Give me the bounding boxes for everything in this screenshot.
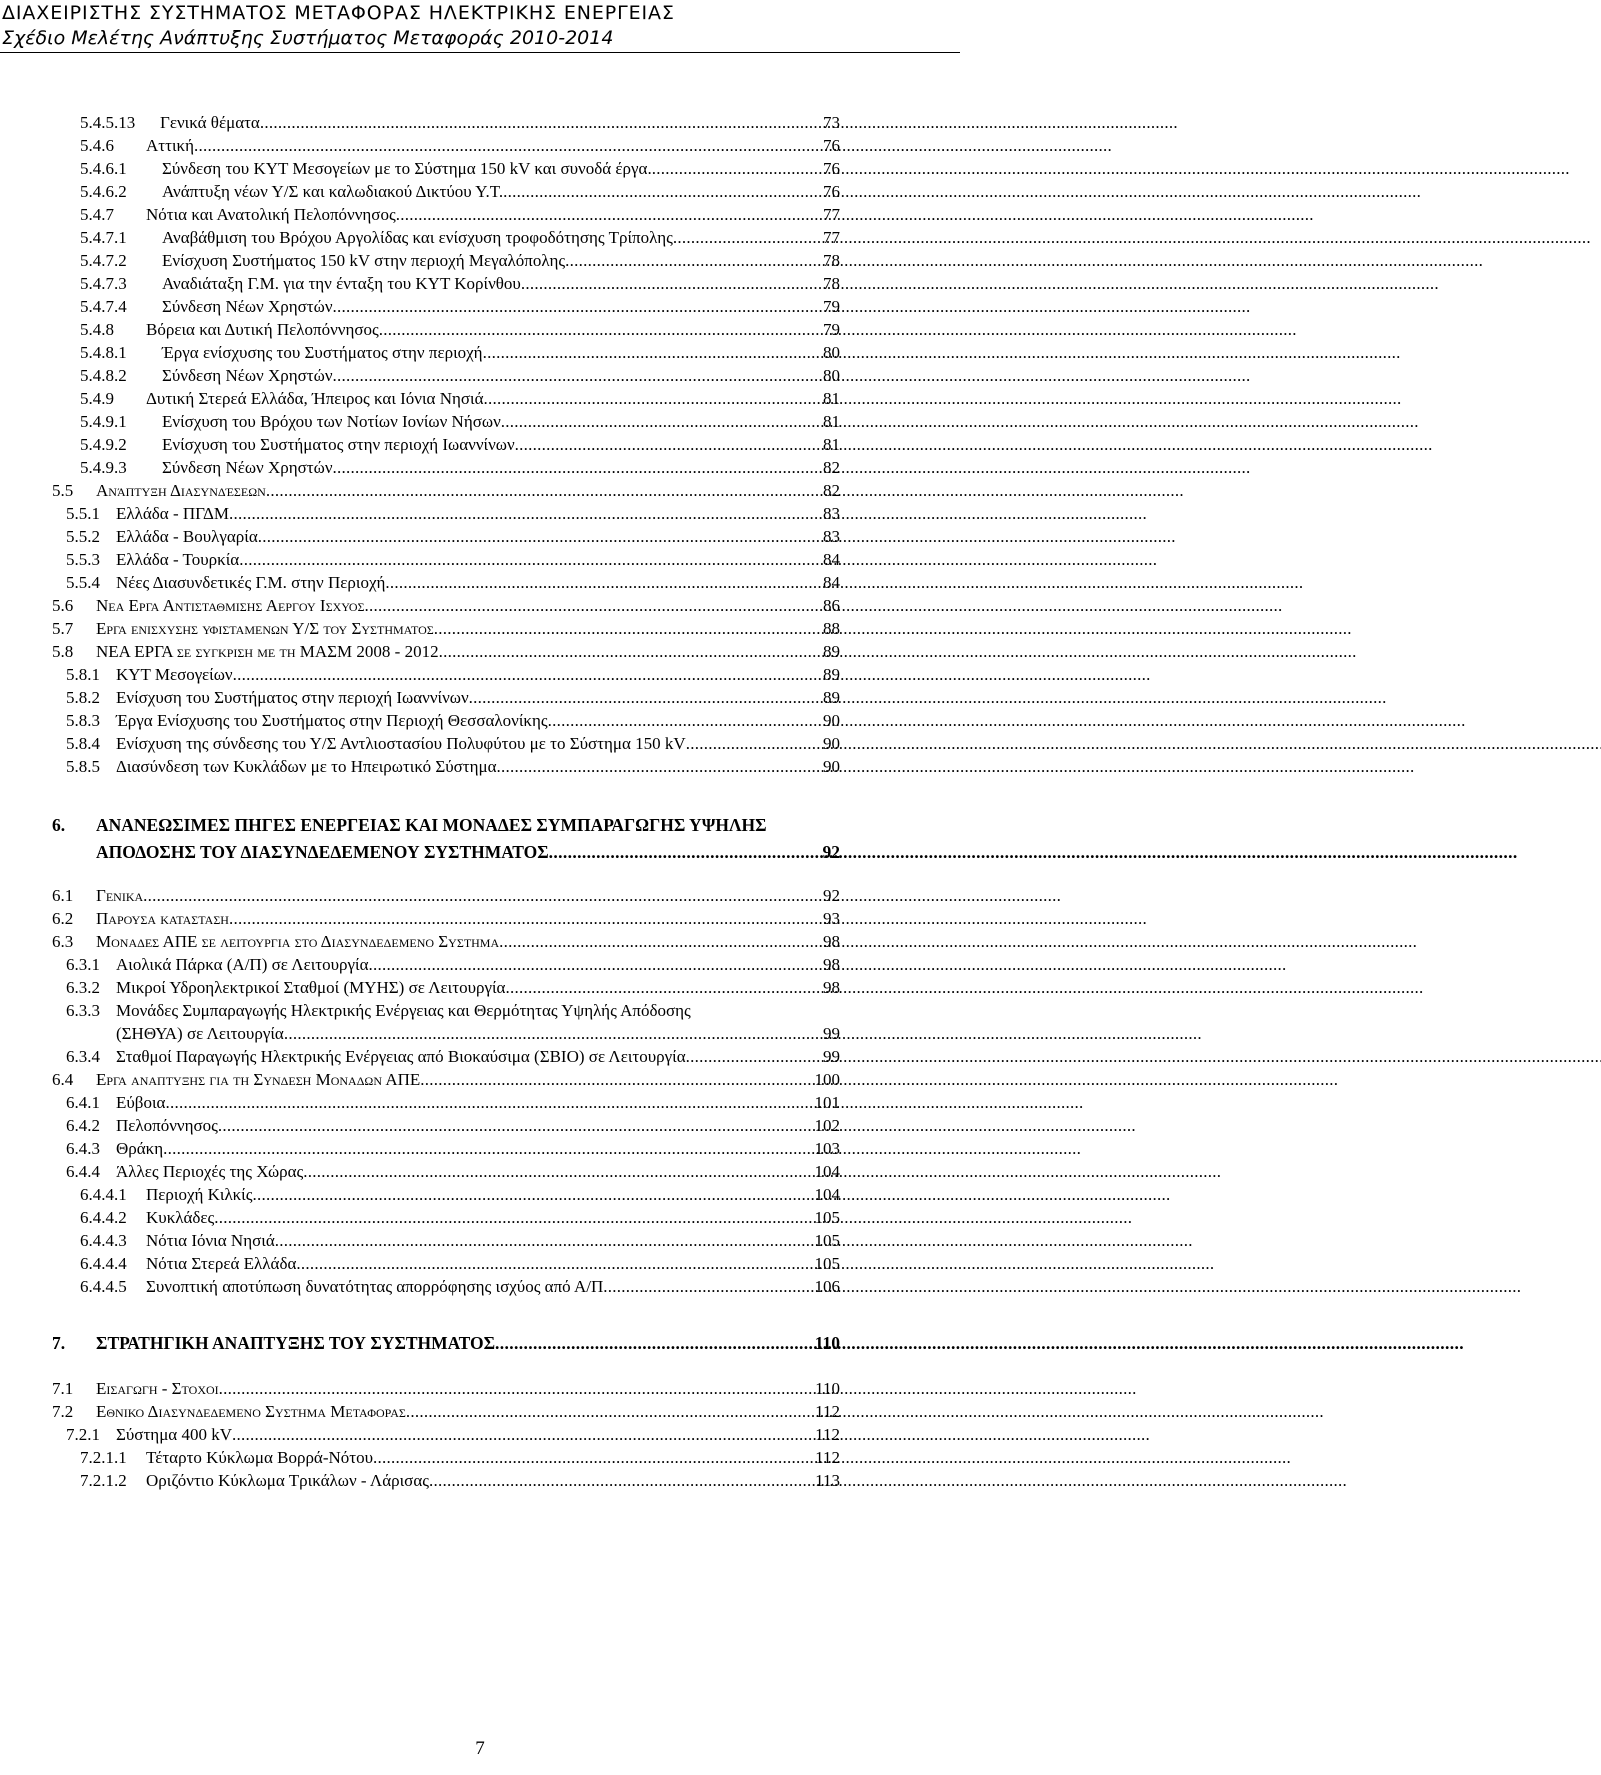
toc-entry-number: 5.8.3 — [66, 711, 100, 730]
toc-entry-page: 77 — [823, 228, 840, 247]
toc-entry-continuation[interactable] — [96, 841, 840, 863]
toc-entry-number: 7.2.1.1 — [80, 1448, 127, 1467]
toc-entry-title: Πελοπόννησος — [116, 1116, 218, 1135]
toc-entry-number: 5.6 — [52, 596, 74, 615]
toc-entry-title: Αιολικά Πάρκα (Α/Π) σε Λειτουργία — [116, 955, 369, 974]
toc-entry-title: ΣΤΡΑΤΗΓΙΚΗ ΑΝΑΠΤΥΞΗΣ ΤΟΥ ΣΥΣΤΗΜΑΤΟΣ — [96, 1333, 496, 1353]
toc-entry-page: 84 — [823, 573, 840, 592]
toc-entry-title: Ελλάδα - Τουρκία — [116, 550, 240, 569]
toc-entry-page: 90 — [823, 757, 840, 776]
toc-entry-number: 7.2.1 — [66, 1425, 100, 1444]
toc-entry-page: 89 — [823, 665, 840, 684]
toc-entry-number: 7.2 — [52, 1402, 74, 1421]
toc-entry[interactable] — [66, 549, 840, 571]
toc-entry[interactable] — [80, 1470, 840, 1492]
toc-entry[interactable] — [66, 733, 840, 755]
toc-entry-page: 90 — [823, 734, 840, 753]
toc-entry-page: 89 — [823, 688, 840, 707]
toc-entry-number: 6.3 — [52, 932, 74, 951]
dot-leader — [686, 1046, 823, 1068]
toc-entry-page: 93 — [823, 909, 840, 928]
toc-entry-page: 79 — [823, 297, 840, 316]
toc-entry-number: 6.4.4.2 — [80, 1208, 127, 1227]
toc-entry-number: 6.4.3 — [66, 1139, 100, 1158]
toc-entry-title: Ανάπτυξη Διασυνδέσεων — [96, 481, 266, 500]
dot-leader — [163, 1138, 814, 1160]
toc-entry[interactable] — [80, 1207, 840, 1229]
toc-entry-number: 5.4.5.13 — [80, 113, 136, 132]
toc-entry-number: 5.4.9 — [80, 389, 114, 408]
dot-leader — [194, 135, 823, 157]
header-document-title: Σχέδιο Μελέτης Ανάπτυξης Συστήματος Μεταφοράς 2010-2014 — [2, 27, 614, 49]
toc-entry-title: ΚΥΤ Μεσογείων — [116, 665, 233, 684]
toc-entry-title: Ελλάδα - ΠΓΔΜ — [116, 504, 229, 523]
toc-entry[interactable] — [80, 112, 840, 134]
toc-entry-title: Έργα ενίσχυσης του Συστήματος στην περιοχή — [162, 343, 483, 362]
toc-entry[interactable] — [52, 1401, 840, 1423]
toc-entry-title: Νότια και Ανατολική Πελοπόννησος — [146, 205, 396, 224]
toc-entry-page: 79 — [823, 320, 840, 339]
dot-leader — [219, 1378, 815, 1400]
toc-entry[interactable] — [80, 181, 840, 203]
toc-entry-number: 5.4.8 — [80, 320, 114, 339]
toc-entry-page: 83 — [823, 504, 840, 523]
toc-entry-page: 104 — [814, 1185, 840, 1204]
toc-entry-number: 5.5 — [52, 481, 74, 500]
toc-entry[interactable] — [66, 1000, 840, 1022]
toc-entry[interactable] — [80, 342, 840, 364]
dot-leader — [483, 342, 823, 364]
dot-leader — [503, 181, 823, 203]
toc-entry-page: 76 — [823, 182, 840, 201]
dot-leader — [515, 434, 823, 456]
dot-leader — [505, 977, 823, 999]
toc-entry[interactable] — [80, 227, 840, 249]
toc-entry-title: ΑΝΑΝΕΩΣΙΜΕΣ ΠΗΓΕΣ ΕΝΕΡΓΕΙΑΣ ΚΑΙ ΜΟΝΑΔΕΣ ΣΥΜΠΑΡΑΓΩΓΗΣ ΥΨΗΛΗΣ — [96, 815, 767, 835]
toc-entry-title: Ενίσχυση του Βρόχου των Νοτίων Ιονίων Νήσων — [162, 412, 501, 431]
toc-entry-title: Τέταρτο Κύκλωμα Βορρά-Νότου — [146, 1448, 374, 1467]
toc-entry-title: Ελλάδα - Βουλγαρία — [116, 527, 258, 546]
toc-entry[interactable] — [80, 204, 840, 226]
toc-entry-page: 98 — [823, 932, 840, 951]
toc-entry-page: 90 — [823, 711, 840, 730]
toc-entry[interactable] — [66, 526, 840, 548]
toc-entry-number: 5.4.9.2 — [80, 435, 127, 454]
toc-entry-title: Νότια Στερεά Ελλάδα — [146, 1254, 297, 1273]
toc-entry-page: 77 — [823, 205, 840, 224]
toc-entry-number: 6.2 — [52, 909, 74, 928]
toc-entry[interactable] — [66, 687, 840, 709]
toc-entry-number: 5.8.4 — [66, 734, 100, 753]
toc-entry-number: 5.4.8.1 — [80, 343, 127, 362]
toc-entry-number: 6.4.4.4 — [80, 1254, 127, 1273]
dot-leader — [497, 756, 823, 778]
toc-entry-title: Μοναδες ΑΠΕ σε λειτουργια στο Διασυνδεδεμενο Συστημα — [96, 932, 500, 951]
dot-leader — [284, 1023, 823, 1045]
toc-entry-title: Περιοχή Κιλκίς — [146, 1185, 253, 1204]
toc-entry[interactable] — [80, 365, 840, 387]
dot-leader — [603, 1276, 814, 1298]
toc-entry-page: 86 — [823, 596, 840, 615]
toc-entry-number: 6.4 — [52, 1070, 74, 1089]
toc-entry-number: 6.3.1 — [66, 955, 100, 974]
dot-leader — [333, 365, 823, 387]
toc-entry[interactable] — [80, 319, 840, 341]
dot-leader — [439, 641, 823, 663]
header-organization: ΔΙΑΧΕΙΡΙΣΤΗΣ ΣΥΣΤΗΜΑΤΟΣ ΜΕΤΑΦΟΡΑΣ ΗΛΕΚΤΡΙΚΗΣ ΕΝΕΡΓΕΙΑΣ — [2, 2, 675, 24]
dot-leader — [396, 204, 823, 226]
toc-entry[interactable] — [66, 1424, 840, 1446]
toc-entry-title: Αττική — [146, 136, 194, 155]
toc-entry-title: Γενικα — [96, 886, 144, 905]
toc-entry-page: 82 — [823, 481, 840, 500]
toc-entry-title: Κυκλάδες — [146, 1208, 215, 1227]
toc-entry-page: 73 — [823, 113, 840, 132]
toc-entry[interactable] — [66, 1138, 840, 1160]
toc-entry-number: 5.8.5 — [66, 757, 100, 776]
toc-entry-title: Σταθμοί Παραγωγής Ηλεκτρικής Ενέργειας από Βιοκαύσιμα (ΣΒΙΟ) σε Λειτουργία — [116, 1047, 686, 1066]
toc-entry-title: Ανάπτυξη νέων Υ/Σ και καλωδιακού Δικτύου Υ.Τ. — [162, 182, 504, 201]
toc-entry-number: 5.4.7.3 — [80, 274, 127, 293]
toc-entry-page: 89 — [823, 642, 840, 661]
toc-entry-page: 112 — [815, 1448, 840, 1467]
dot-leader — [379, 319, 823, 341]
toc-entry-title: Εργα ενισχυσης υφισταμενων Υ/Σ του Συστηματος — [96, 619, 434, 638]
dot-leader — [652, 158, 823, 180]
toc-entry-number: 5.4.6.2 — [80, 182, 127, 201]
toc-entry-number: 5.8.1 — [66, 665, 100, 684]
toc-entry[interactable] — [52, 595, 840, 617]
toc-entry[interactable] — [80, 1253, 840, 1275]
dot-leader — [232, 1424, 815, 1446]
toc-entry-page: 112 — [815, 1425, 840, 1444]
toc-entry[interactable] — [66, 503, 840, 525]
toc-entry-title-continued: (ΣΗΘΥΑ) σε Λειτουργία — [116, 1024, 284, 1043]
toc-entry-title: Σύνδεση του ΚΥΤ Μεσογείων με το Σύστημα 150 kV και συνοδά έργα. — [162, 159, 652, 178]
dot-leader — [429, 1470, 815, 1492]
toc-entry[interactable] — [80, 457, 840, 479]
toc-entry-number: 5.4.9.3 — [80, 458, 127, 477]
toc-entry-page: 92 — [822, 842, 840, 862]
dot-leader — [385, 572, 823, 594]
dot-leader — [258, 526, 823, 548]
toc-entry-page: 113 — [815, 1471, 840, 1490]
toc-entry-number: 5.4.7.1 — [80, 228, 127, 247]
dot-leader — [369, 954, 823, 976]
toc-entry-number: 5.5.1 — [66, 504, 100, 523]
toc-entry-page: 78 — [823, 274, 840, 293]
dot-leader — [521, 273, 823, 295]
toc-entry-page: 88 — [823, 619, 840, 638]
toc-entry-title: Σύνδεση Νέων Χρηστών — [162, 366, 333, 385]
toc-entry-number: 6.4.1 — [66, 1093, 100, 1112]
dot-leader — [333, 296, 823, 318]
toc-entry[interactable] — [66, 1046, 840, 1068]
dot-leader — [296, 1253, 814, 1275]
dot-leader — [214, 1207, 814, 1229]
dot-leader — [303, 1161, 814, 1183]
toc-entry[interactable] — [66, 664, 840, 686]
toc-entry[interactable] — [52, 814, 840, 836]
toc-entry-number: 5.4.8.2 — [80, 366, 127, 385]
toc-entry-title: Αναβάθμιση του Βρόχου Αργολίδας και ενίσχυση τροφοδότησης Τρίπολης — [162, 228, 673, 247]
dot-leader — [406, 1401, 815, 1423]
toc-entry[interactable] — [66, 710, 840, 732]
toc-entry[interactable] — [52, 1378, 840, 1400]
dot-leader — [549, 841, 823, 863]
toc-entry-title: Εύβοια — [116, 1093, 166, 1112]
toc-entry[interactable] — [80, 1447, 840, 1469]
dot-leader — [565, 250, 823, 272]
toc-entry-number: 6.1 — [52, 886, 74, 905]
toc-entry-title: Εργα αναπτυξης για τη Συνδεση Μοναδων ΑΠΕ — [96, 1070, 421, 1089]
dot-leader — [260, 112, 823, 134]
toc-entry-title: Σύνδεση Νέων Χρηστών — [162, 297, 333, 316]
toc-entry-title: Έργα Ενίσχυσης του Συστήματος στην Περιοχή Θεσσαλονίκης — [116, 711, 548, 730]
toc-entry-title: Νέες Διασυνδετικές Γ.Μ. στην Περιοχή — [116, 573, 386, 592]
toc-entry[interactable] — [52, 1332, 840, 1354]
toc-entry-page: 105 — [814, 1254, 840, 1273]
toc-entry-title: Παρουσα καταστασh — [96, 909, 229, 928]
toc-entry[interactable] — [80, 135, 840, 157]
toc-entry-page: 105 — [814, 1231, 840, 1250]
dot-leader — [548, 710, 823, 732]
toc-entry-title: Γενικά θέματα — [160, 113, 260, 132]
toc-entry[interactable] — [80, 434, 840, 456]
toc-entry[interactable] — [80, 1276, 840, 1298]
toc-entry-number: 6.4.2 — [66, 1116, 100, 1135]
toc-entry-page: 78 — [823, 251, 840, 270]
dot-leader — [229, 503, 823, 525]
toc-entry[interactable] — [66, 572, 840, 594]
toc-entry-title: Ενίσχυση Συστήματος 150 kV στην περιοχή Μεγαλόπολης — [162, 251, 566, 270]
toc-entry-page: 110 — [814, 1333, 840, 1353]
toc-entry[interactable] — [80, 411, 840, 433]
toc-entry-number: 6. — [52, 815, 66, 835]
toc-entry-title: Διασύνδεση των Κυκλάδων με το Ηπειρωτικό Σύστημα — [116, 757, 497, 776]
toc-entry-page: 99 — [823, 1024, 840, 1043]
toc-entry-page: 81 — [823, 389, 840, 408]
dot-leader — [364, 595, 823, 617]
toc-entry[interactable] — [80, 388, 840, 410]
toc-entry[interactable] — [52, 641, 840, 663]
toc-entry-page: 76 — [823, 159, 840, 178]
toc-entry-number: 5.4.6 — [80, 136, 114, 155]
toc-entry-number: 5.5.3 — [66, 550, 100, 569]
toc-entry[interactable] — [66, 756, 840, 778]
toc-entry[interactable] — [80, 158, 840, 180]
toc-entry-number: 5.4.7 — [80, 205, 114, 224]
toc-entry-number: 5.5.4 — [66, 573, 100, 592]
toc-entry[interactable] — [80, 273, 840, 295]
toc-entry-title: Σύνδεση Νέων Χρηστών — [162, 458, 333, 477]
toc-entry-page: 98 — [823, 978, 840, 997]
toc-entry-title: Ενίσχυση του Συστήματος στην περιοχή Ιωαννίνων — [162, 435, 515, 454]
toc-entry-number: 5.4.6.1 — [80, 159, 127, 178]
dot-leader — [484, 388, 823, 410]
toc-entry-title: Μονάδες Συμπαραγωγής Ηλεκτρικής Ενέργειας και Θερμότητας Υψηλής Απόδοσης — [116, 1001, 691, 1020]
toc-entry[interactable] — [66, 954, 840, 976]
toc-entry-title: Νότια Ιόνια Νησιά — [146, 1231, 275, 1250]
toc-entry-title: Άλλες Περιοχές της Χώρας — [116, 1162, 304, 1181]
dot-leader — [229, 908, 823, 930]
toc-entry-page: 100 — [814, 1070, 840, 1089]
toc-entry-number: 6.4.4.5 — [80, 1277, 127, 1296]
toc-entry-page: 102 — [814, 1116, 840, 1135]
toc-entry-page: 81 — [823, 412, 840, 431]
toc-entry-number: 5.4.7.2 — [80, 251, 127, 270]
toc-entry[interactable] — [66, 977, 840, 999]
toc-entry[interactable] — [80, 296, 840, 318]
toc-entry-number: 7.2.1.2 — [80, 1471, 127, 1490]
dot-leader — [501, 411, 823, 433]
toc-entry-page: 112 — [815, 1402, 840, 1421]
toc-entry[interactable] — [52, 480, 840, 502]
toc-entry-title: Οριζόντιο Κύκλωμα Τρικάλων - Λάρισας — [146, 1471, 429, 1490]
toc-entry[interactable] — [66, 1161, 840, 1183]
toc-entry-page: 103 — [814, 1139, 840, 1158]
dot-leader — [673, 227, 823, 249]
toc-entry[interactable] — [80, 1230, 840, 1252]
toc-entry-title: Αναδιάταξη Γ.Μ. για την ένταξη του ΚΥΤ Κορίνθου — [162, 274, 521, 293]
dot-leader — [252, 1184, 814, 1206]
toc-entry[interactable] — [52, 618, 840, 640]
toc-entry-title: Δυτική Στερεά Ελλάδα, Ήπειρος και Ιόνια Νησιά — [146, 389, 484, 408]
toc-entry-page: 84 — [823, 550, 840, 569]
dot-leader — [143, 885, 823, 907]
toc-entry-title: Εθνικο Διασυνδεδεμενο Συστημα Μεταφορας — [96, 1402, 406, 1421]
dot-leader — [233, 664, 823, 686]
toc-entry-number: 6.3.4 — [66, 1047, 100, 1066]
toc-entry-title: Ενίσχυση της σύνδεσης του Υ/Σ Αντλιοστασίου Πολυφύτου με το Σύστημα 150 kV — [116, 734, 686, 753]
toc-entry-number: 7.1 — [52, 1379, 74, 1398]
toc-entry-title-continued: ΑΠΟΔΟΣΗΣ ΤΟΥ ΔΙΑΣΥΝΔΕΔΕΜΕΝΟΥ ΣΥΣΤΗΜΑΤΟΣ — [96, 842, 549, 862]
toc-entry-title: Ενίσχυση του Συστήματος στην περιοχή Ιωαννίνων — [116, 688, 469, 707]
toc-entry-page: 80 — [823, 366, 840, 385]
toc-entry-page: 105 — [814, 1208, 840, 1227]
toc-entry-page: 101 — [814, 1093, 840, 1112]
dot-leader — [373, 1447, 815, 1469]
toc-entry-number: 6.4.4.1 — [80, 1185, 127, 1204]
toc-entry-number: 6.4.4.3 — [80, 1231, 127, 1250]
toc-entry-page: 76 — [823, 136, 840, 155]
toc-entry-number: 5.5.2 — [66, 527, 100, 546]
toc-entry-number: 5.8 — [52, 642, 74, 661]
toc-entry-page: 81 — [823, 435, 840, 454]
dot-leader — [165, 1092, 814, 1114]
toc-entry-number: 5.7 — [52, 619, 74, 638]
dot-leader — [420, 1069, 814, 1091]
page-number: 7 — [475, 1738, 485, 1759]
toc-entry-title: Μικροί Υδροηλεκτρικοί Σταθμοί (ΜΥΗΣ) σε Λειτουργία — [116, 978, 506, 997]
toc-entry-title: Συνοπτική αποτύπωση δυνατότητας απορρόφησης ισχύος από Α/Π — [146, 1277, 604, 1296]
toc-entry-continuation[interactable] — [116, 1023, 840, 1045]
toc-entry-title: Θράκη — [116, 1139, 164, 1158]
toc-entry[interactable] — [52, 908, 840, 930]
toc-entry[interactable] — [80, 250, 840, 272]
toc-entry-number: 5.4.9.1 — [80, 412, 127, 431]
toc-entry-number: 5.8.2 — [66, 688, 100, 707]
toc-entry-title: Εισαγωγη - Στοχοι — [96, 1379, 219, 1398]
toc-entry[interactable] — [52, 931, 840, 953]
dot-leader — [434, 618, 823, 640]
toc-entry-number: 6.3.2 — [66, 978, 100, 997]
dot-leader — [239, 549, 823, 571]
toc-entry-page: 110 — [815, 1379, 840, 1398]
toc-entry-title: ΝΕΑ ΕΡΓΑ σε συγκριση με τη ΜΑΣΜ 2008 - 2012 — [96, 642, 439, 661]
toc-entry-page: 83 — [823, 527, 840, 546]
dot-leader — [266, 480, 823, 502]
dot-leader — [499, 931, 823, 953]
toc-entry-page: 98 — [823, 955, 840, 974]
toc-entry[interactable] — [80, 1184, 840, 1206]
dot-leader — [686, 733, 823, 755]
dot-leader — [469, 687, 823, 709]
toc-entry-number: 7. — [52, 1333, 66, 1353]
toc-entry-page: 106 — [814, 1277, 840, 1296]
toc-entry-page: 80 — [823, 343, 840, 362]
toc-entry-number: 5.4.7.4 — [80, 297, 127, 316]
dot-leader — [218, 1115, 815, 1137]
dot-leader — [275, 1230, 815, 1252]
dot-leader — [333, 457, 823, 479]
toc-entry-title: Βόρεια και Δυτική Πελοπόννησος — [146, 320, 379, 339]
toc-entry[interactable] — [52, 1069, 840, 1091]
toc-entry[interactable] — [52, 885, 840, 907]
dot-leader — [495, 1332, 815, 1354]
toc-entry-page: 104 — [814, 1162, 840, 1181]
toc-entry-title: Νεα Εργα Αντισταθμισης Αεργου Ισχυος — [96, 596, 365, 615]
toc-entry-page: 92 — [823, 886, 840, 905]
toc-entry-title: Σύστημα 400 kV — [116, 1425, 232, 1444]
toc-entry[interactable] — [66, 1092, 840, 1114]
toc-entry-number: 6.4.4 — [66, 1162, 100, 1181]
toc-entry-page: 99 — [823, 1047, 840, 1066]
toc-entry-page: 82 — [823, 458, 840, 477]
toc-entry-number: 6.3.3 — [66, 1001, 100, 1020]
toc-entry[interactable] — [66, 1115, 840, 1137]
